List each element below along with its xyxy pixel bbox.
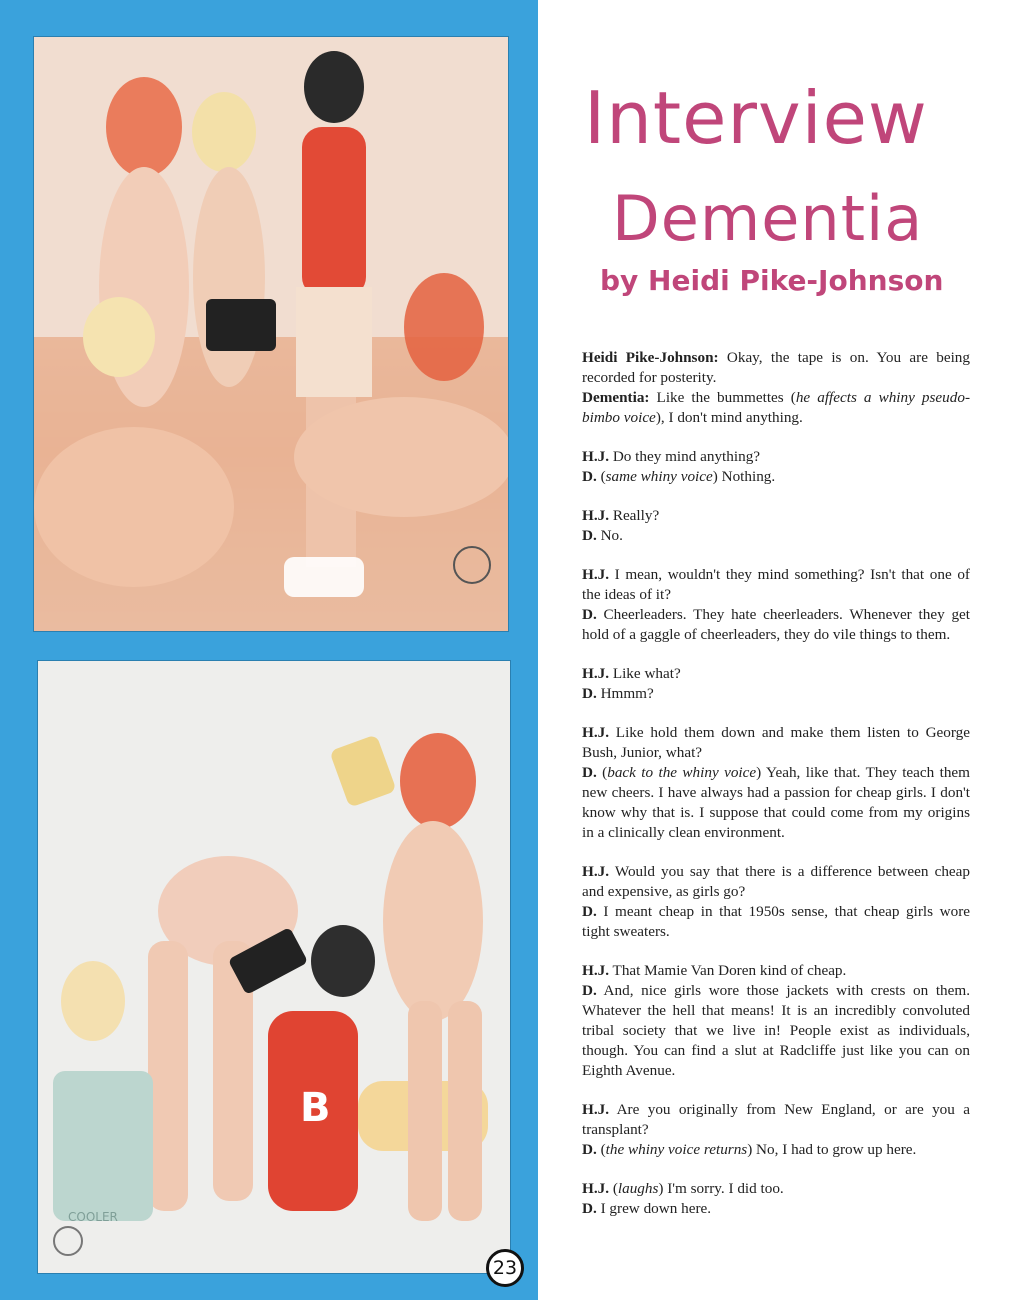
interview-body	[582, 348, 970, 1238]
interview-exchange	[582, 664, 970, 704]
spoken-text: Like what?	[609, 665, 681, 682]
interview-exchange	[582, 348, 970, 428]
question-line	[582, 1100, 970, 1140]
stage-direction: the whiny voice returns	[605, 1141, 748, 1158]
question-line	[582, 506, 970, 526]
question-line	[582, 1179, 970, 1199]
spoken-text: Do they mind anything?	[609, 448, 761, 465]
spoken-text: That Mamie Van Doren kind of cheap.	[609, 962, 847, 979]
answer-line	[582, 605, 970, 645]
interview-exchange	[582, 506, 970, 546]
answer-line	[582, 684, 970, 704]
spoken-text: Really?	[609, 507, 660, 524]
speaker-label: D.	[582, 982, 597, 999]
question-line	[582, 348, 970, 388]
spoken-text: ), I don't mind anything.	[655, 409, 803, 426]
question-line	[582, 961, 970, 981]
spoken-text: (	[596, 1141, 606, 1158]
spoken-text: Cheerleaders. They hate cheerleaders. Whenever they get hold of a gaggle of cheerleaders, they do vile things to them.	[582, 606, 970, 643]
spoken-text: (	[609, 1180, 618, 1197]
stage-direction: laughs	[617, 1180, 659, 1197]
question-line	[582, 723, 970, 763]
answer-line	[582, 1199, 970, 1219]
speaker-label: H.J.	[582, 566, 610, 583]
article-byline: by Heidi Pike-Johnson	[600, 264, 944, 297]
illustration-bottom	[37, 660, 511, 1274]
question-line	[582, 664, 970, 684]
illustration-top-drawing	[34, 37, 508, 631]
spoken-text: And, nice girls wore those jackets with crests on them. Whatever the hell that means! It is an incredibly convoluted tribal society that we live in! People exist as individuals, though. You can find a slut at Radcliffe just like you can on Eighth Avenue.	[582, 982, 970, 1079]
answer-line	[582, 388, 970, 428]
answer-line	[582, 526, 970, 546]
spoken-text: No.	[596, 527, 623, 544]
speaker-label: D.	[582, 527, 597, 544]
spoken-text: Okay, the tape is on. You are being recorded for posterity.	[582, 349, 970, 386]
spoken-text: ) Yeah, like that. They teach them new cheers. I have always had a passion for cheap girls. I don't know why that is. I suppose that could come from my origins in a clinically clean environment.	[582, 764, 970, 841]
speaker-label: H.J.	[582, 665, 610, 682]
spoken-text: Like the bummettes (	[649, 389, 796, 406]
spoken-text: (	[596, 468, 606, 485]
question-line	[582, 447, 970, 467]
interview-exchange	[582, 723, 970, 843]
spoken-text: Like hold them down and make them listen to George Bush, Junior, what?	[582, 724, 970, 761]
spoken-text: ) Nothing.	[712, 468, 776, 485]
speaker-label: D.	[582, 1200, 597, 1217]
speaker-label: H.J.	[582, 1180, 610, 1197]
answer-line	[582, 763, 970, 843]
illustration-bottom-drawing	[38, 661, 510, 1273]
speaker-label: D.	[582, 1141, 597, 1158]
interview-exchange	[582, 565, 970, 645]
speaker-label: Heidi Pike-Johnson:	[582, 349, 719, 366]
speaker-label: D.	[582, 606, 597, 623]
stage-direction: back to the whiny voice	[607, 764, 757, 781]
speaker-label: D.	[582, 468, 597, 485]
interview-exchange	[582, 1100, 970, 1160]
speaker-label: H.J.	[582, 863, 610, 880]
cooler-label: COOLER	[68, 1210, 118, 1224]
spoken-text: Are you originally from New England, or are you a transplant?	[582, 1101, 970, 1138]
answer-line	[582, 467, 970, 487]
spoken-text: Hmmm?	[596, 685, 654, 702]
speaker-label: D.	[582, 903, 597, 920]
spoken-text: ) No, I had to grow up here.	[747, 1141, 917, 1158]
interview-exchange	[582, 1179, 970, 1219]
interview-exchange	[582, 961, 970, 1081]
spoken-text: I grew down here.	[596, 1200, 712, 1217]
stage-direction: same whiny voice	[605, 468, 713, 485]
speaker-label: Dementia:	[582, 389, 650, 406]
speaker-label: H.J.	[582, 724, 610, 741]
answer-line	[582, 981, 970, 1081]
speaker-label: H.J.	[582, 1101, 610, 1118]
stage-direction: he affects a whiny pseudo-bimbo voice	[582, 389, 971, 426]
speaker-label: H.J.	[582, 962, 610, 979]
answer-line	[582, 902, 970, 942]
answer-line	[582, 1140, 970, 1160]
speaker-label: D.	[582, 764, 597, 781]
question-line	[582, 565, 970, 605]
illustration-top	[33, 36, 509, 632]
interview-exchange	[582, 447, 970, 487]
spoken-text: ) I'm sorry. I did too.	[658, 1180, 784, 1197]
speaker-label: D.	[582, 685, 597, 702]
article-title-line1: Interview	[584, 76, 928, 160]
spoken-text: Would you say that there is a difference between cheap and expensive, as girls go?	[582, 863, 970, 900]
spoken-text: (	[596, 764, 608, 781]
interview-exchange	[582, 862, 970, 942]
question-line	[582, 862, 970, 902]
page-number: 23	[486, 1249, 524, 1287]
article-title-line2: Dementia	[612, 182, 924, 255]
speaker-label: H.J.	[582, 507, 610, 524]
speaker-label: H.J.	[582, 448, 610, 465]
spoken-text: I mean, wouldn't they mind something? Isn't that one of the ideas of it?	[582, 566, 970, 603]
shirt-letter: B	[300, 1085, 331, 1131]
spoken-text: I meant cheap in that 1950s sense, that cheap girls wore tight sweaters.	[582, 903, 970, 940]
